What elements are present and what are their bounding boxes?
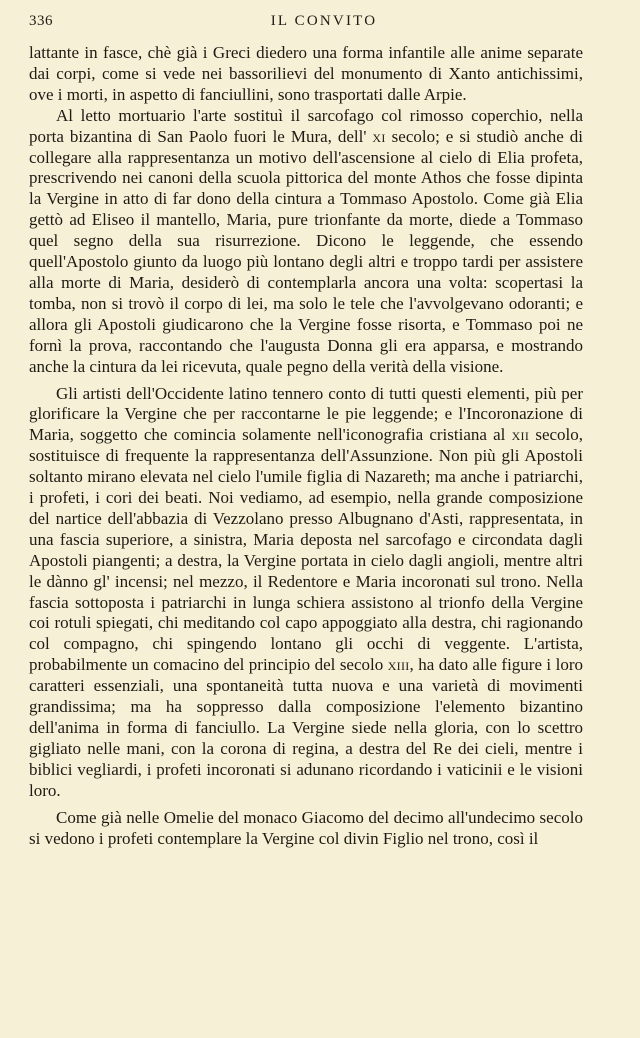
century-numeral: xi bbox=[372, 126, 386, 146]
running-title: IL CONVITO bbox=[270, 13, 378, 29]
page-header bbox=[29, 13, 611, 37]
paragraph-1: lattante in fasce, chè già i Greci diedero una forma infantile alle anime separate dai corpi, come si vede nei bassorilievi del monumento di Xanto antichissimi, ove i morti, in aspetto di fanciullini, sono trasportati dalle Arpie. bbox=[29, 43, 583, 104]
paragraph-3-text-middle: secolo, sostituisce di frequente la rappresentanza dell'Assunzione. Non più gli Apostoli soltanto mirano elevata nel cielo l'umile figlia di Nazareth; ma anche i patriarchi, i profeti, i cori dei beati. Noi vediamo, ad esempio, nella grande composizione del nartice dell'abbazia di Vezzolano presso Albugnano d'Asti, rappresentata, in una fascia superiore, a sinistra, Maria deposta nel sarcofago e circondata dagli Apostoli piangenti; a destra, la Vergine portata in cielo dagli angioli, mentre altri le dànno gl' incensi; nel mezzo, il Redentore e Maria incoronati sul trono. Nella fascia sottoposta i patriarchi in lunga schiera assistono al trionfo della Vergine coi rotuli spiegati, chi meditando col capo appoggiato alla destra, chi ragionando col compagno, chi spingendo lontano gli occhi di veggente. L'artista, probabilmente un comacino del principio del secolo bbox=[29, 425, 584, 675]
body-text bbox=[29, 43, 583, 849]
paragraph-2 bbox=[29, 106, 583, 378]
paragraph-3-text-after: , ha dato alle figure i loro caratteri essenziali, una spontaneità tutta nuova e una varietà di movimenti grandissima; ma ha soppresso dalla composizione l'elemento bizantino dell'anima in forma di fanciullo. La Vergine siede nella gloria, con lo scettro gigliato nelle mani, con la corona di regina, a destra del Re dei cieli, mentre i biblici vegliardi, i profeti incoronati si adunano ricordando i vaticinii e le visioni loro. bbox=[29, 655, 583, 800]
century-numeral: xiii bbox=[387, 655, 410, 675]
paragraph-3 bbox=[29, 384, 583, 802]
paragraph-4: Come già nelle Omelie del monaco Giacomo del decimo all'undecimo secolo si vedono i profeti contemplare la Vergine col divin Figlio nel trono, così il bbox=[29, 807, 583, 848]
paragraph-3-text-before: Gli artisti dell'Occidente latino tennero conto di tutti questi elementi, più per glorificare la Vergine che per raccontarne le pie leggende; e l'Incoronazione di Maria, soggetto che comincia solamente nell'iconografia cristiana al bbox=[29, 383, 583, 445]
page-number: 336 bbox=[29, 13, 53, 29]
century-numeral: xii bbox=[511, 425, 530, 445]
paragraph-2-text-after: secolo; e si studiò anche di collegare alla rappresentanza un motivo dell'ascensione al cielo di Elia profeta, prescrivendo nei canoni della scuola pittorica del monte Athos che fosse dipinta la Vergine in atto di far dono della cintura a Tommaso Apostolo. Come già Elia gettò ad Eliseo il mantello, Maria, pure trionfante da morte, diede a Tommaso quel segno della sua risurrezione. Dicono le leggende, che essendo quell'Apostolo giunto da luogo più lontano degli altri e troppo tardi per assistere alla morte di Maria, desiderò di contemplarla ancora una volta: scopertasi la tomba, non si trovò il corpo di lei, ma solo le tele che l'avvolgevano odoranti; e allora gli Apostoli giudicarono che la Vergine fosse risorta, e Tommaso poi ne fornì la prova, raccontando che l'augusta Donna gli era apparsa, e mostrando anche la cintura da lei ricevuta, quale pegno della verità della visione. bbox=[29, 126, 584, 376]
paragraph-2-text-before: Al letto mortuario l'arte sostituì il sarcofago col rimosso coperchio, nella porta bizantina di San Paolo fuori le Mura, dell' bbox=[29, 105, 583, 146]
